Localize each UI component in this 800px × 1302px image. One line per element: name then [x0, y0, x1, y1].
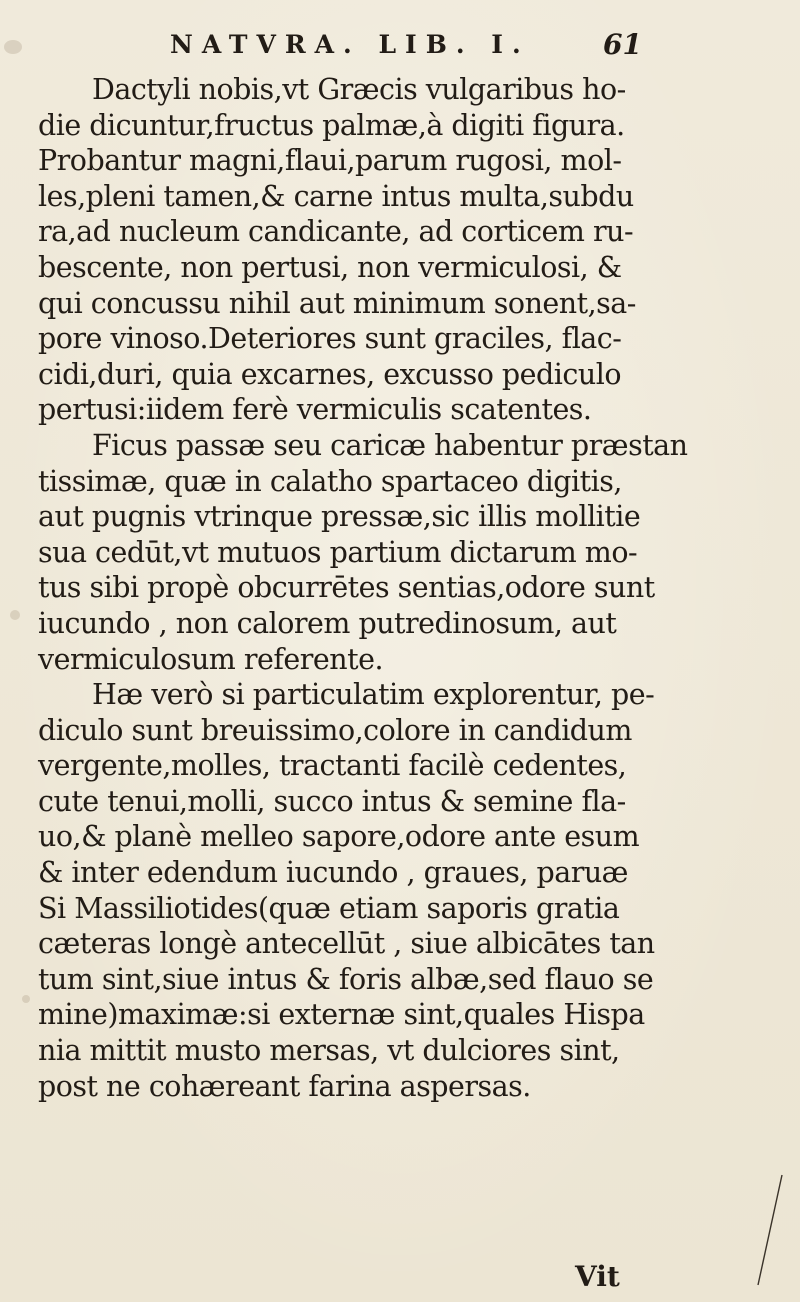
paper-stain — [10, 610, 20, 620]
text-line: cæteras longè antecellūt , siue albicātes tan — [38, 927, 655, 961]
text-line: mine)maximæ:si externæ sint,quales Hispa — [38, 998, 645, 1032]
running-head — [170, 30, 650, 64]
text-line: Probantur magni,flaui,parum rugosi, mol- — [38, 144, 622, 178]
text-line: tissimæ, quæ in calatho spartaceo digitis, — [38, 464, 622, 498]
text-line: vermiculosum referente. — [38, 642, 384, 676]
margin-pen-mark — [752, 1170, 792, 1290]
page-number: 61 — [603, 28, 642, 61]
text-line: iucundo , non calorem putredinosum, aut — [38, 606, 617, 640]
text-line: ra,ad nucleum candicante, ad corticem ru- — [38, 215, 634, 249]
text-line: Dactyli nobis,vt Græcis vulgaribus ho- — [92, 73, 626, 106]
text-line: uo,& planè melleo sapore,odore ante esum — [38, 820, 640, 854]
text-line: tus sibi propè obcurrētes sentias,odore sunt — [38, 571, 655, 605]
text-line: Si Massiliotides(quæ etiam saporis gratia — [38, 891, 620, 925]
body-text — [36, 72, 746, 1104]
catchword: Vit — [575, 1260, 620, 1293]
text-line: cidi,duri, quia excarnes, excusso pediculo — [38, 357, 621, 391]
running-title: NATVRA. LIB. I. — [170, 30, 530, 59]
text-line: bescente, non pertusi, non vermiculosi, & — [38, 250, 622, 284]
text-line: cute tenui,molli, succo intus & semine fla- — [38, 784, 626, 818]
text-line: les,pleni tamen,& carne intus multa,subdu — [38, 179, 634, 213]
text-line: Ficus passæ seu caricæ habentur præstan — [92, 428, 688, 462]
text-line: pertusi:iidem ferè vermiculis scatentes. — [38, 393, 592, 427]
text-line: die dicuntur,fructus palmæ,à digiti figura. — [38, 108, 625, 142]
text-line: qui concussu nihil aut minimum sonent,sa- — [38, 286, 636, 320]
text-line: tum sint,siue intus & foris albæ,sed flauo se — [38, 962, 654, 996]
text-line: nia mittit musto mersas, vt dulciores sint, — [38, 1034, 620, 1068]
text-line: pore vinoso.Deteriores sunt graciles, flac- — [38, 322, 622, 356]
text-line: diculo sunt breuissimo,colore in candidum — [38, 713, 632, 747]
text-line: post ne cohæreant farina aspersas. — [38, 1069, 531, 1103]
text-line: & inter edendum iucundo , graues, paruæ — [38, 856, 628, 890]
paper-stain — [22, 995, 30, 1003]
text-line: aut pugnis vtrinque pressæ,sic illis mollitie — [38, 500, 641, 534]
text-line: sua cedūt,vt mutuos partium dictarum mo- — [38, 535, 638, 569]
paper-stain — [4, 40, 22, 54]
text-line: Hæ verò si particulatim explorentur, pe- — [92, 678, 655, 712]
text-line: vergente,molles, tractanti facilè cedentes, — [38, 749, 627, 783]
